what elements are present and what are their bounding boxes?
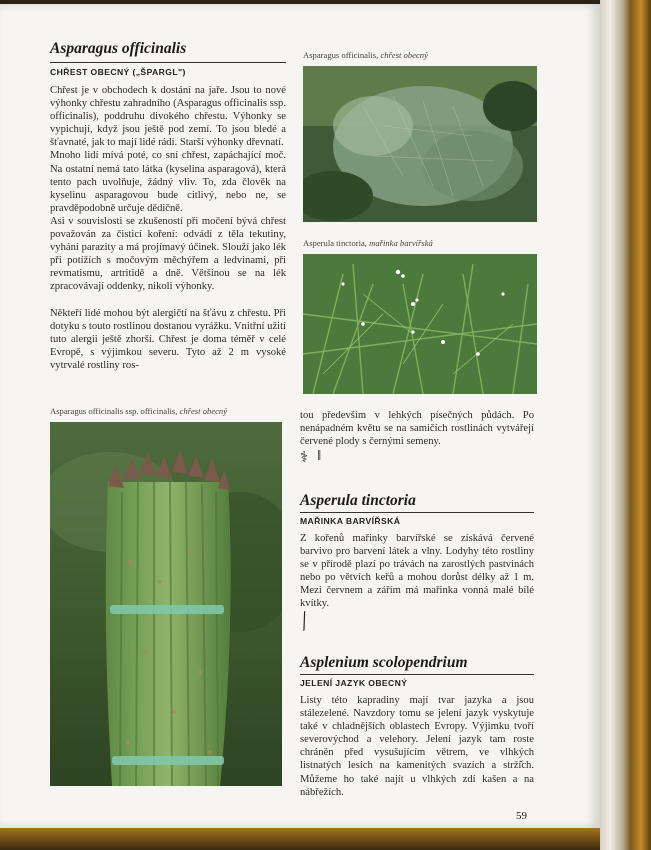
- photo-caption-asparagus-bundle: Asparagus officinalis ssp. officinalis, chřest obecný: [50, 406, 228, 416]
- paragraph: Někteří lidé mohou být alergičtí na šťávu z chřestu. Při dotyku s touto rostlinou dostanou vyrážku. Vnitřní užití tuto alergii ještě zhorší. Chřest je doma téměř v celé Evropě, s výjimkou severu. Tyto až 2 m vysoké vytrvalé rostliny ros-: [50, 307, 286, 371]
- paragraph: Z kořenů mařinky barvířské se získává červené barvivo pro barvení látek a vlny. Lodyhy této rostliny se v přírodě plazí po trávách na zarostlých pastvinách nebo po větvích keřů a mohou dorůst délky až 1 m. Mezi červnem a zářím má mařinka vonná malé bílé kvítky.: [300, 533, 534, 610]
- entry-body-asplenium: [300, 694, 534, 799]
- entry-title-asparagus: Asparagus officinalis: [50, 40, 187, 57]
- plant-symbol-icon: ⚕: [300, 450, 309, 466]
- paragraph: Mnoho lidí mívá poté, co sní chřest, zapáchající moč. Na ostatní nemá tato látka (kyselina asparagová), která tento pach uvolňuje, žádný vliv. To, zda člověk na kyselinu asparagovou bude citlivý, nebo ne, se pravděpodobně určuje dědičně.: [50, 150, 286, 214]
- entry-continuation-asparagus: tou především v lehkých písečných půdách. Po nenápadném květu se na samičích rostlinách vytvářejí červené plody s černými semeny.: [300, 410, 534, 448]
- paragraph: Chřest je v obchodech k dostání na jaře. Jsou to nové výhonky chřestu zahradního (Asparagus officinalis ssp. officinalis), poddruhu divokého chřestu. Výhonky se vypichují, když jsou ještě pod zemí. To jsou bledé a šťavnaté, jak to mají lidé rádi. Starší výhonky dřevnatí.: [50, 85, 286, 149]
- book-page: [0, 4, 600, 828]
- title-rule: [50, 62, 286, 63]
- asparagus-bundle-photo: [50, 422, 282, 786]
- entry-body-asperula: [300, 532, 534, 611]
- entry-subtitle-asparagus: CHŘEST OBECNÝ („ŠPARGL"): [50, 67, 186, 77]
- paragraph: Asi v souvislosti se zkušeností při močení bývá chřest považován za čisticí koření: odvádí z těla tekutiny, vyhání parazity a má projímavý účinek. Slouží jako lék při potížích s močovým měchýřem a ledvinami, při revmatismu, artritidě a dně. Většinou se na lék zpracovávají oddenky, nikoli výhonky.: [50, 215, 286, 293]
- entry-body-asparagus: [50, 84, 286, 372]
- title-rule: [300, 512, 534, 513]
- dye-brush-icon: ╱: [297, 612, 313, 632]
- paragraph: Listy této kapradiny mají tvar jazyka a jsou stálezelené. Navzdory tomu se jelení jazyk vyskytuje také v chladnějších oblastech Evropy. Výjimku tvoří severovýchod a velehory. Jelení jazyk tam roste chráněn před vysušujícím větrem, ve vlhkých listnatých lesích na kamenitých svazích a strží̌ch. Můžeme ho také najít u vlhkých zdí kašen a na nábřežích.: [300, 695, 534, 798]
- page-number: 59: [516, 810, 527, 822]
- asparagus-plant-photo: [303, 66, 537, 222]
- tongs-icon: ‖: [317, 448, 322, 464]
- book-edge-right: [600, 0, 651, 850]
- title-rule: [300, 674, 534, 675]
- entry-title-asplenium: Asplenium scolopendrium: [300, 654, 468, 671]
- entry-title-asperula: Asperula tinctoria: [300, 492, 416, 509]
- asperula-photo: [303, 254, 537, 394]
- photo-caption-asperula: Asperula tinctoria, mařinka barvířská: [303, 238, 433, 248]
- photo-caption-asparagus-plant: Asparagus officinalis, chřest obecný: [303, 50, 428, 60]
- entry-subtitle-asplenium: JELENÍ JAZYK OBECNÝ: [300, 678, 408, 688]
- entry-subtitle-asperula: MAŘINKA BARVÍŘSKÁ: [300, 516, 401, 526]
